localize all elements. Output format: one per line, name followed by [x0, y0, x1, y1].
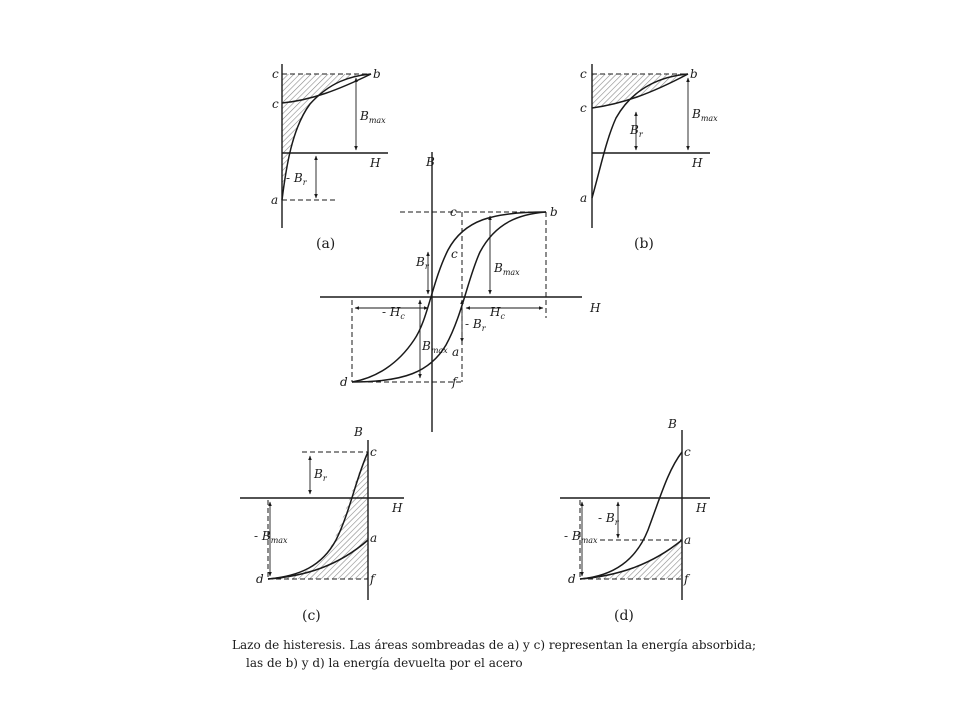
panel-b-h-label: H: [692, 156, 703, 170]
panel-c-br-label: $B_r$: [314, 467, 327, 483]
main-b-axis-label: B: [426, 155, 435, 169]
main-point-a: a: [452, 345, 460, 359]
panel-c-bmax-label: - $B_{max}$: [254, 529, 288, 545]
panel-d-b-label: B: [668, 417, 677, 431]
main-br-pos-label: $B_r$: [416, 255, 429, 271]
panel-b-bmax-label: $B_{max}$: [692, 107, 718, 123]
caption-line-1: Lazo de histeresis. Las áreas sombreadas de a) y c) representan la energía absorbida;: [232, 638, 757, 652]
panel-b: [580, 64, 718, 252]
main-point-d: d: [340, 375, 348, 389]
main-bmax-pos-label: $B_{max}$: [494, 261, 520, 277]
panel-d-bmax-label: - $B_{max}$: [564, 529, 598, 545]
panel-c-point-c: c: [370, 445, 377, 459]
panel-d-point-d: d: [568, 572, 576, 586]
main-h-axis-label: H: [590, 301, 601, 315]
panel-d-title: (d): [614, 608, 634, 624]
panel-b-point-a: a: [580, 191, 588, 205]
main-hc-pos-label: $H_c$: [490, 305, 505, 321]
panel-a-title: (a): [316, 236, 336, 252]
panel-d-point-f: f: [684, 572, 689, 586]
caption-line-2: las de b) y d) la energía devuelta por el acero: [246, 656, 523, 670]
panel-c: [240, 425, 404, 624]
panel-d-shaded-area: [580, 540, 682, 579]
panel-d-point-c: c: [684, 445, 691, 459]
panel-b-point-b: b: [690, 67, 698, 81]
main-hc-neg-label: - $H_c$: [382, 305, 405, 321]
panel-d-br-label: - $B_r$: [598, 511, 619, 527]
panel-b-title: (b): [634, 236, 654, 252]
panel-c-point-f: f: [370, 572, 375, 586]
panel-d-h-label: H: [696, 501, 707, 515]
panel-b-br-label: $B_r$: [630, 123, 643, 139]
panel-a-bmax-label: $B_{max}$: [360, 109, 386, 125]
panel-b-point-c-mid: c: [580, 101, 587, 115]
main-point-b: b: [550, 205, 558, 219]
panel-c-point-d: d: [256, 572, 264, 586]
panel-a-point-c-top: c: [272, 67, 279, 81]
panel-a-br-label: - $B_r$: [286, 171, 307, 187]
panel-c-b-label: B: [354, 425, 363, 439]
main-point-c-right: c: [451, 247, 458, 261]
panel-a-h-label: H: [370, 156, 381, 170]
panel-b-point-c-top: c: [580, 67, 587, 81]
panel-a: [271, 64, 388, 252]
main-point-f: f: [452, 375, 457, 389]
figure-caption: [232, 636, 792, 672]
panel-c-h-label: H: [392, 501, 403, 515]
main-bmax-neg-label: $B_{max}$: [422, 339, 448, 355]
main-br-neg-label: - $B_r$: [465, 317, 486, 333]
panel-d-point-a: a: [684, 533, 692, 547]
panel-c-point-a: a: [370, 531, 378, 545]
panel-a-point-b: b: [373, 67, 381, 81]
main-point-c-top: c: [450, 205, 457, 219]
panel-main-loop: [320, 152, 601, 432]
panel-a-point-c-mid: c: [272, 97, 279, 111]
panel-a-point-a: a: [271, 193, 279, 207]
panel-c-title: (c): [302, 608, 321, 624]
panel-d: [560, 417, 710, 624]
